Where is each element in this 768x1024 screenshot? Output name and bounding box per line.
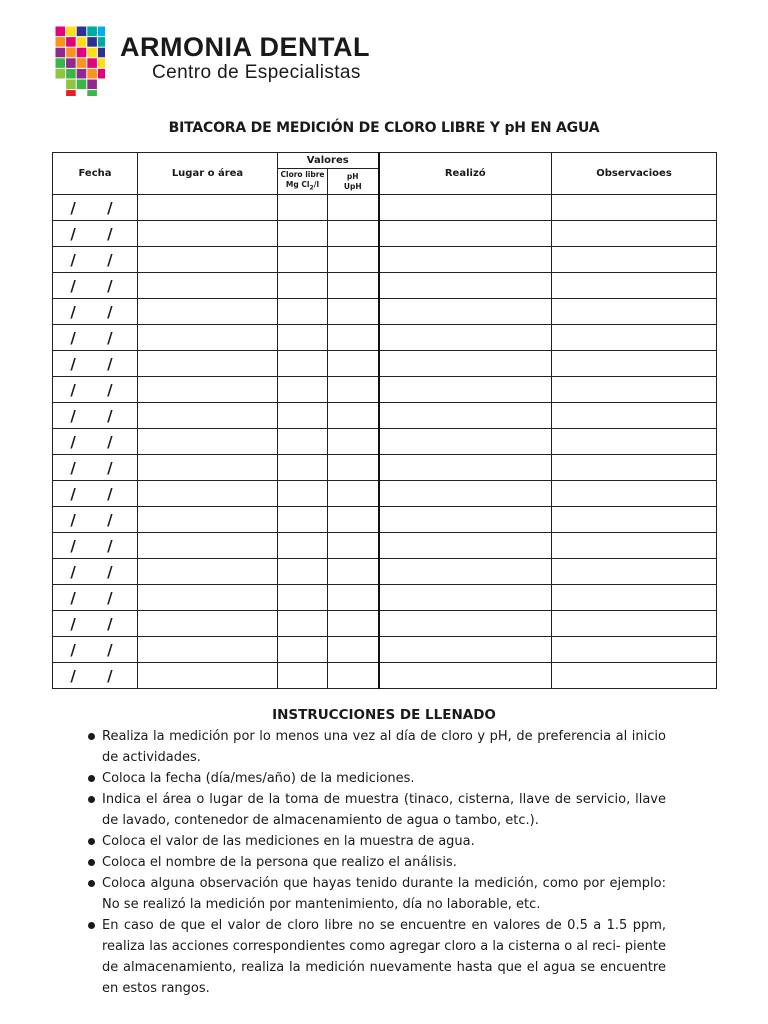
observaciones-cell[interactable] (552, 663, 717, 689)
fecha-cell[interactable]: / / (53, 455, 138, 481)
fecha-cell[interactable]: / / (53, 429, 138, 455)
realizo-cell[interactable] (379, 507, 552, 533)
table-row (53, 403, 717, 429)
lugar-cell[interactable] (138, 663, 278, 689)
table-row (53, 195, 717, 221)
logo-tile (66, 69, 76, 79)
logo-tile (98, 27, 105, 37)
lugar-cell[interactable] (138, 559, 278, 585)
instruction-item: En caso de que el valor de cloro libre no se encuentre en valores de 0.5 a 1.5 ppm, realiza las acciones correspondientes como agregar cloro a la cisterna o al reci- piente de almacenamiento, realiza la medición nuevamente hasta que el agua se encuentre en estos rangos. (86, 915, 666, 999)
instruction-item: Indica el área o lugar de la toma de muestra (tinaco, cisterna, llave de servicio, llave de lavado, contenedor de almacenamiento de agua o tambo, etc.). (86, 789, 666, 831)
fecha-cell[interactable]: / / (53, 637, 138, 663)
logo-tile (77, 69, 87, 79)
ph-cell[interactable] (328, 351, 379, 377)
instruction-item: Coloca la fecha (día/mes/año) de la mediciones. (86, 768, 666, 789)
logo-tile (66, 37, 76, 47)
fecha-cell[interactable]: / / (53, 663, 138, 689)
cloro-cell[interactable] (278, 585, 328, 611)
table-row (53, 637, 717, 663)
realizo-cell[interactable] (379, 481, 552, 507)
header-cloro-libre: Cloro libre Mg $Cl_2/l$ (278, 169, 328, 195)
ph-cell[interactable] (328, 481, 379, 507)
observaciones-cell[interactable] (552, 325, 717, 351)
ph-cell[interactable] (328, 585, 379, 611)
brand-subtitle: Centro de Especialistas (152, 62, 361, 83)
cloro-cell[interactable] (278, 273, 328, 299)
fecha-cell[interactable]: / / (53, 351, 138, 377)
header-realizo: Realizó (379, 153, 552, 195)
fecha-cell[interactable]: / / (53, 221, 138, 247)
logo-tile (56, 37, 66, 47)
table-row (53, 585, 717, 611)
instruction-item: Coloca alguna observación que hayas tenido durante la medición, como por ejemplo: No se realizó la medición por mantenimiento, día no laborable, etc. (86, 873, 666, 915)
logo-tile (56, 48, 66, 58)
cloro-cell[interactable] (278, 299, 328, 325)
lugar-cell[interactable] (138, 325, 278, 351)
ph-cell[interactable] (328, 195, 379, 221)
observaciones-cell[interactable] (552, 195, 717, 221)
fecha-cell[interactable]: / / (53, 299, 138, 325)
table-row (53, 351, 717, 377)
document-title: BITACORA DE MEDICIÓN DE CLORO LIBRE Y pH EN AGUA (168, 120, 600, 136)
ph-cell[interactable] (328, 663, 379, 689)
realizo-cell[interactable] (379, 325, 552, 351)
logo-tile (87, 27, 97, 37)
ph-cell[interactable] (328, 611, 379, 637)
fecha-cell[interactable]: / / (53, 195, 138, 221)
lugar-cell[interactable] (138, 429, 278, 455)
observaciones-cell[interactable] (552, 377, 717, 403)
ph-cell[interactable] (328, 299, 379, 325)
ph-cell[interactable] (328, 429, 379, 455)
ph-cell[interactable] (328, 455, 379, 481)
lugar-cell[interactable] (138, 221, 278, 247)
table-row (53, 299, 717, 325)
instructions-list (86, 726, 666, 999)
logo-tile (87, 69, 97, 79)
cloro-cell[interactable] (278, 455, 328, 481)
observaciones-cell[interactable] (552, 533, 717, 559)
tooth-mosaic-icon (55, 26, 105, 96)
instruction-item: Coloca el valor de las mediciones en la muestra de agua. (86, 831, 666, 852)
table-row (53, 455, 717, 481)
observaciones-cell[interactable] (552, 559, 717, 585)
logo-tile (98, 58, 105, 68)
fecha-cell[interactable]: / / (53, 247, 138, 273)
header-ph: pH UpH (328, 169, 379, 195)
logo-tile (66, 80, 76, 90)
ph-cell[interactable] (328, 325, 379, 351)
cloro-cell[interactable] (278, 351, 328, 377)
logo-tile (87, 90, 97, 96)
log-table-body (53, 195, 717, 689)
brand-name: ARMONIA DENTAL (120, 32, 370, 62)
cloro-cell[interactable] (278, 247, 328, 273)
logo-tile (56, 69, 66, 79)
observaciones-cell[interactable] (552, 247, 717, 273)
fecha-cell[interactable]: / / (53, 585, 138, 611)
table-row (53, 611, 717, 637)
realizo-cell[interactable] (379, 663, 552, 689)
ph-cell[interactable] (328, 533, 379, 559)
logo-tile (98, 69, 105, 79)
table-row (53, 221, 717, 247)
logo-tile (66, 90, 76, 96)
lugar-cell[interactable] (138, 585, 278, 611)
observaciones-cell[interactable] (552, 403, 717, 429)
instruction-item: Realiza la medición por lo menos una vez al día de cloro y pH, de preferencia al inicio de actividades. (86, 726, 666, 768)
table-row (53, 247, 717, 273)
fecha-cell[interactable]: / / (53, 507, 138, 533)
lugar-cell[interactable] (138, 533, 278, 559)
table-row (53, 663, 717, 689)
lugar-cell[interactable] (138, 481, 278, 507)
fecha-cell[interactable]: / / (53, 481, 138, 507)
ph-cell[interactable] (328, 247, 379, 273)
logo-tile (77, 48, 87, 58)
cloro-cell[interactable] (278, 663, 328, 689)
fecha-cell[interactable]: / / (53, 611, 138, 637)
lugar-cell[interactable] (138, 403, 278, 429)
cloro-cell[interactable] (278, 611, 328, 637)
realizo-cell[interactable] (379, 351, 552, 377)
realizo-cell[interactable] (379, 585, 552, 611)
realizo-cell[interactable] (379, 429, 552, 455)
observaciones-cell[interactable] (552, 455, 717, 481)
table-row (53, 273, 717, 299)
table-row (53, 533, 717, 559)
observaciones-cell[interactable] (552, 585, 717, 611)
realizo-cell[interactable] (379, 403, 552, 429)
logo-tile (98, 48, 105, 58)
lugar-cell[interactable] (138, 195, 278, 221)
realizo-cell[interactable] (379, 637, 552, 663)
cloro-cell[interactable] (278, 507, 328, 533)
cloro-cell[interactable] (278, 325, 328, 351)
lugar-cell[interactable] (138, 273, 278, 299)
logo-tile (77, 37, 87, 47)
fecha-cell[interactable]: / / (53, 325, 138, 351)
lugar-cell[interactable] (138, 247, 278, 273)
observaciones-cell[interactable] (552, 429, 717, 455)
fecha-cell[interactable]: / / (53, 377, 138, 403)
header-valores: Valores (278, 153, 379, 169)
logo-tile (98, 37, 105, 47)
realizo-cell[interactable] (379, 377, 552, 403)
cloro-cell[interactable] (278, 221, 328, 247)
realizo-cell[interactable] (379, 221, 552, 247)
logo-tile (66, 27, 76, 37)
realizo-cell[interactable] (379, 559, 552, 585)
ph-cell[interactable] (328, 377, 379, 403)
table-row (53, 481, 717, 507)
table-row (53, 429, 717, 455)
ph-cell[interactable] (328, 559, 379, 585)
logo-tile (77, 58, 87, 68)
lugar-cell[interactable] (138, 507, 278, 533)
instruction-item: Coloca el nombre de la persona que realizo el análisis. (86, 852, 666, 873)
fecha-cell[interactable]: / / (53, 273, 138, 299)
ph-cell[interactable] (328, 637, 379, 663)
table-row (53, 559, 717, 585)
logo-tile (56, 27, 66, 37)
observaciones-cell[interactable] (552, 351, 717, 377)
logo-tile (87, 58, 97, 68)
logo-tile (77, 80, 87, 90)
observaciones-cell[interactable] (552, 481, 717, 507)
observaciones-cell[interactable] (552, 507, 717, 533)
header-fecha: Fecha (53, 153, 138, 195)
cloro-cell[interactable] (278, 533, 328, 559)
table-row (53, 325, 717, 351)
header-observaciones: Observacioes (552, 153, 717, 195)
instructions-title: INSTRUCCIONES DE LLENADO (272, 707, 496, 723)
lugar-cell[interactable] (138, 299, 278, 325)
cloro-cell[interactable] (278, 429, 328, 455)
logo-tile (66, 58, 76, 68)
table-row (53, 377, 717, 403)
ph-cell[interactable] (328, 507, 379, 533)
realizo-cell[interactable] (379, 299, 552, 325)
ph-cell[interactable] (328, 403, 379, 429)
lugar-cell[interactable] (138, 637, 278, 663)
observaciones-cell[interactable] (552, 221, 717, 247)
ph-cell[interactable] (328, 273, 379, 299)
lugar-cell[interactable] (138, 351, 278, 377)
realizo-cell[interactable] (379, 247, 552, 273)
logo-tile (87, 37, 97, 47)
logo-tile (87, 48, 97, 58)
cloro-cell[interactable] (278, 195, 328, 221)
observaciones-cell[interactable] (552, 299, 717, 325)
lugar-cell[interactable] (138, 377, 278, 403)
header-lugar: Lugar o área (138, 153, 278, 195)
cloro-cell[interactable] (278, 377, 328, 403)
table-row (53, 507, 717, 533)
ph-cell[interactable] (328, 221, 379, 247)
cloro-cell[interactable] (278, 559, 328, 585)
fecha-cell[interactable]: / / (53, 403, 138, 429)
logo-tile (77, 27, 87, 37)
cloro-cell[interactable] (278, 481, 328, 507)
realizo-cell[interactable] (379, 533, 552, 559)
realizo-cell[interactable] (379, 611, 552, 637)
cloro-cell[interactable] (278, 403, 328, 429)
fecha-cell[interactable]: / / (53, 533, 138, 559)
logo-tile (56, 58, 66, 68)
observaciones-cell[interactable] (552, 637, 717, 663)
observaciones-cell[interactable] (552, 273, 717, 299)
logo-tile (66, 48, 76, 58)
fecha-cell[interactable]: / / (53, 559, 138, 585)
logo-tile (87, 80, 97, 90)
measurement-log-table (52, 152, 717, 689)
realizo-cell[interactable] (379, 455, 552, 481)
lugar-cell[interactable] (138, 611, 278, 637)
lugar-cell[interactable] (138, 455, 278, 481)
realizo-cell[interactable] (379, 195, 552, 221)
realizo-cell[interactable] (379, 273, 552, 299)
observaciones-cell[interactable] (552, 611, 717, 637)
cloro-cell[interactable] (278, 637, 328, 663)
